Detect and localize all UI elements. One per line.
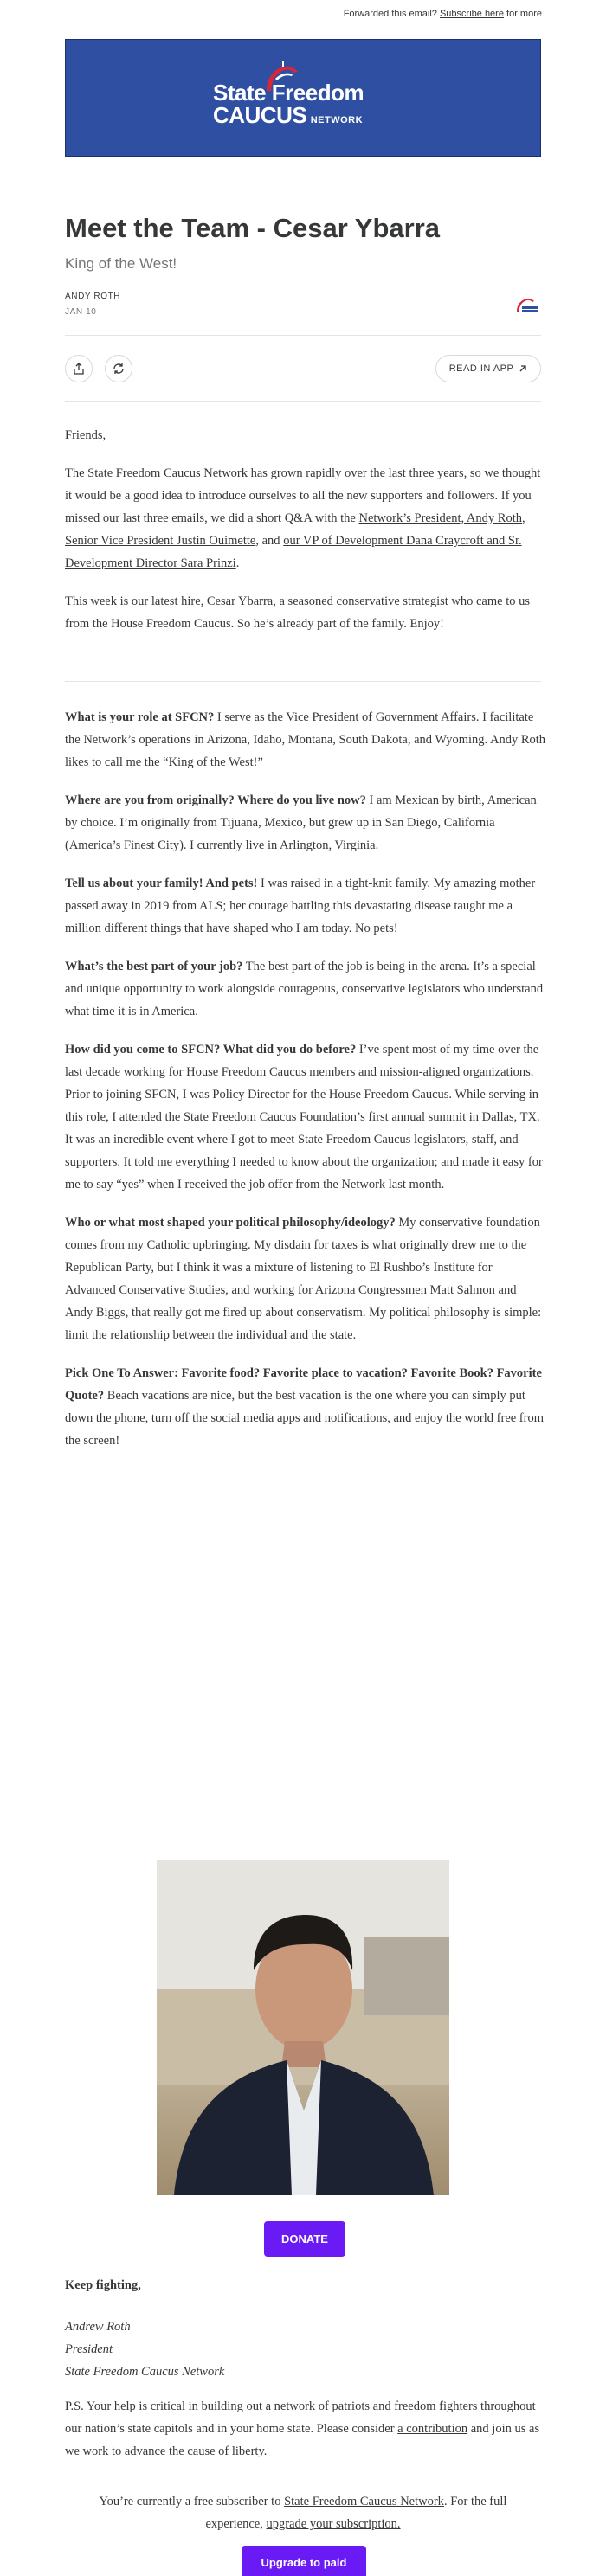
ps-paragraph: P.S. Your help is critical in building out a network of patriots and freedom fighters throughout our nation’s state capitols and in your home state. Please consider a contribution and join us as we work to advance the cause of liberty.	[65, 2399, 540, 2458]
link-president-andy-roth[interactable]: Network’s President, Andy Roth	[358, 511, 522, 525]
qa-item: Pick One To Answer: Favorite food? Favorite place to vacation? Favorite Book? Favorite Quote? Beach vacations are nice, but the best vacation is the one where you can simply put down the phone, turn off the social media apps and notifications, and enjoy the world free from the screen!	[65, 1366, 544, 1448]
portrait-image	[157, 1860, 449, 2195]
qa-item: What’s the best part of your job? The best part of the job is being in the arena. It’s a special and unique opportunity to work alongside courageous, conservative legislators who understand what time it is in America.	[65, 960, 544, 1018]
header-banner[interactable]	[65, 39, 541, 157]
link-svp-justin-ouimette[interactable]: Senior Vice President Justin Ouimette	[65, 534, 256, 548]
qa-item: Who or what most shaped your political philosophy/ideology? My conservative foundation comes from my Catholic upbringing. My disdain for taxes is what originally drew me to the Republican Party, but I think it was a mixture of listening to El Rushbo’s Institute for Advanced Conservative Studies, and working for Arizona Congressmen Matt Salmon and Andy Biggs, that really got me fired up about conservatism. My political philosophy is simple: limit the relationship between the individual and the state.	[65, 1216, 542, 1342]
banner-line1: State Freedom	[213, 80, 364, 106]
banner-logo-text	[213, 81, 364, 126]
qa-section	[65, 706, 545, 1468]
signoff-section	[65, 2274, 545, 2463]
post-author[interactable]: ANDY ROTH	[65, 292, 121, 301]
forwarded-bar	[344, 9, 542, 19]
qa-item: Where are you from originally? Where do you live now? I am Mexican by birth, American by choice. I’m originally from Tijuana, Mexico, but grew up in San Diego, California (America’s Finest City). I currently live in Arlington, Virginia.	[65, 793, 537, 852]
forwarded-suffix: for more	[506, 9, 542, 19]
link-vp-development[interactable]: our VP of Development Dana Craycroft and Sr. Development Director Sara Prinzi	[65, 534, 522, 570]
forwarded-prefix: Forwarded this email?	[343, 9, 437, 19]
subscribe-link[interactable]: Subscribe here	[439, 9, 504, 19]
read-in-app-label: READ IN APP	[448, 363, 514, 374]
publication-link[interactable]: State Freedom Caucus Network	[284, 2495, 444, 2509]
publication-logo-icon[interactable]	[514, 294, 541, 315]
contribution-link[interactable]: a contribution	[397, 2422, 468, 2436]
divider	[65, 335, 541, 336]
share-icon	[73, 363, 85, 375]
signer-org: State Freedom Caucus Network	[65, 2365, 225, 2379]
banner-line3: NETWORK	[310, 115, 364, 125]
read-in-app-button[interactable]	[435, 355, 541, 382]
post-subtitle: King of the West!	[65, 255, 177, 272]
divider	[65, 401, 541, 402]
greeting: Friends,	[65, 428, 106, 442]
qa-item: How did you come to SFCN? What did you do before? I’ve spent most of my time over the last decade working for House Freedom Caucus members and mission-aligned organizations. Prior to joining SFCN, I was Policy Director for the House Freedom Caucus. While serving in this role, I attended the State Freedom Caucus Foundation’s first annual summit in Dallas, TX. It was an incredible event where I got to meet State Freedom Caucus legislators, staff, and supporters. It told me everything I needed to know about the organization; and made it easy for me to say “yes” when I received the job offer from the Network last month.	[65, 1043, 543, 1192]
intro-section	[65, 424, 545, 651]
divider	[65, 681, 541, 682]
subscriber-notice: You’re currently a free subscriber to State Freedom Caucus Network. For the full experience, upgrade your subscription.	[99, 2495, 507, 2531]
intro-paragraph: The State Freedom Caucus Network has grown rapidly over the last three years, so we thought it would be a good idea to introduce ourselves to all the new supporters and followers. If you missed our last three emails, we did a short Q&A with the Network’s President, Andy Roth, Senior Vice President Justin Ouimette, and our VP of Development Dana Craycroft and Sr. Development Director Sara Prinzi.	[65, 466, 541, 570]
share-button[interactable]	[65, 355, 93, 382]
upgrade-to-paid-button[interactable]: Upgrade to paid	[242, 2546, 366, 2576]
restack-button[interactable]	[105, 355, 132, 382]
closing-line: Keep fighting,	[65, 2278, 141, 2292]
upgrade-subscription-link[interactable]: upgrade your subscription.	[266, 2517, 401, 2531]
signer-name: Andrew Roth	[65, 2320, 131, 2334]
portrait-photo[interactable]	[157, 1860, 449, 2195]
intro-paragraph-2: This week is our latest hire, Cesar Ybarra, a seasoned conservative strategist who came to us from the House Freedom Caucus. So he’s already part of the family. Enjoy!	[65, 594, 530, 631]
post-date: JAN 10	[65, 307, 97, 317]
restack-icon	[113, 363, 125, 375]
banner-line2: CAUCUS	[213, 102, 307, 128]
qa-item: What is your role at SFCN? I serve as the Vice President of Government Affairs. I facilitate the Network’s operations in Arizona, Idaho, Montana, South Dakota, and Wyoming. Andy Roth likes to call me the “King of the West!”	[65, 710, 546, 769]
qa-item: Tell us about your family! And pets! I was raised in a tight-knit family. My amazing mother passed away in 2019 from ALS; her courage battling this devastating disease taught me a million different things that have shaped who I am today. No pets!	[65, 877, 536, 935]
donate-button[interactable]: DONATE	[264, 2221, 345, 2257]
signer-role: President	[65, 2342, 113, 2356]
arrow-up-right-icon	[519, 364, 527, 373]
post-title: Meet the Team - Cesar Ybarra	[65, 213, 441, 243]
